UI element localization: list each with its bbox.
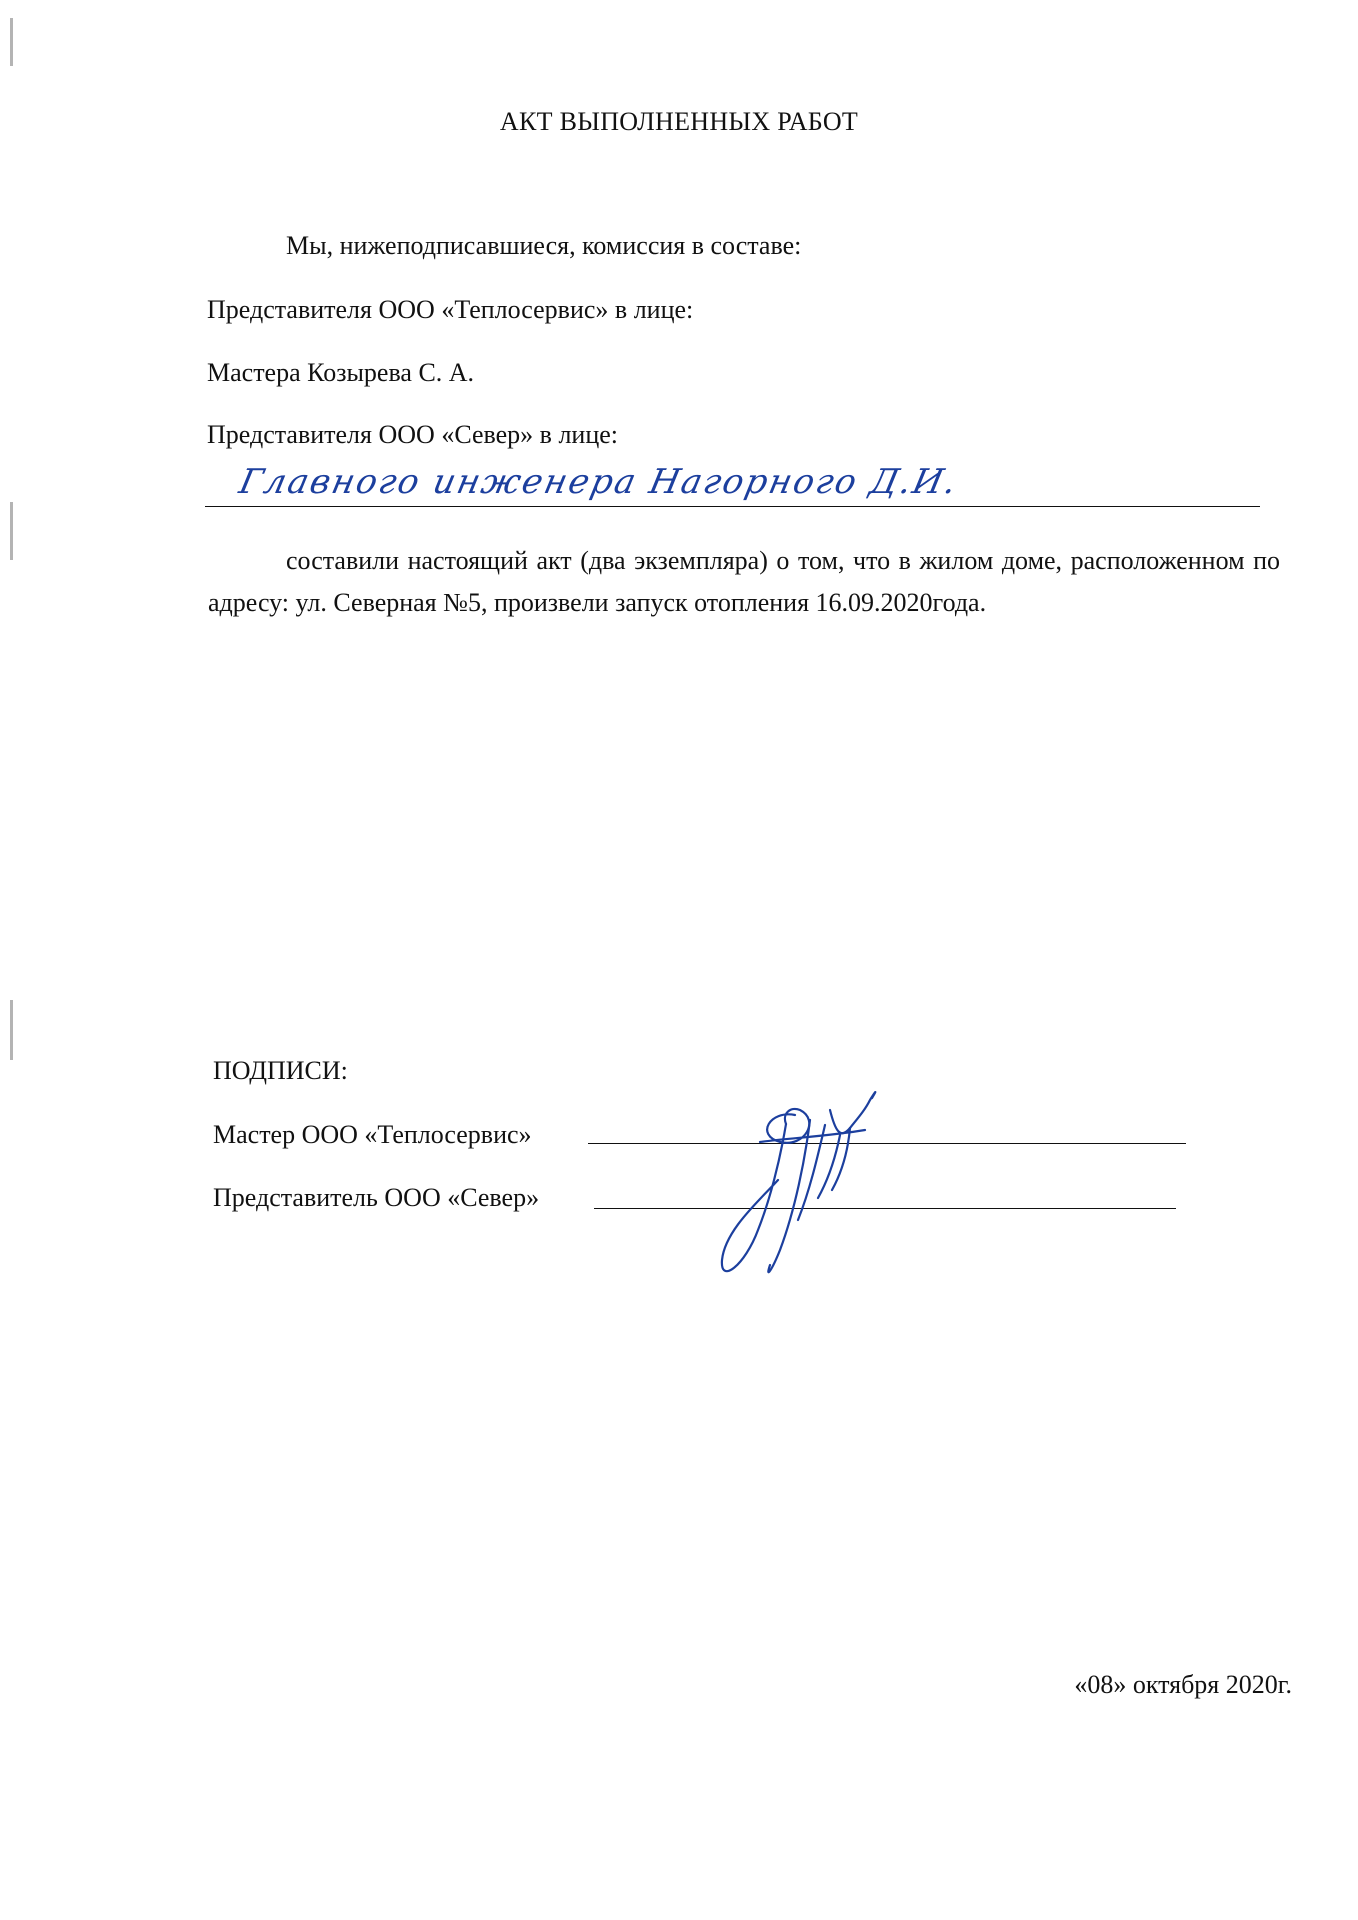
act-body-paragraph: составили настоящий акт (два экземпляра) о том, что в жилом доме, расположенном по адресу: ул. Северная №5, произвели запуск отопления 16.09.2020года. (208, 546, 1280, 617)
scan-mark (10, 18, 13, 66)
rep2-label: Представителя ООО «Север» в лице: (207, 420, 619, 449)
scan-mark (10, 502, 13, 560)
document-date: «08» октября 2020г. (1074, 1670, 1292, 1699)
signatures-header: ПОДПИСИ: (213, 1056, 348, 1085)
rep1-name: Мастера Козырева С. А. (207, 358, 475, 387)
signature-2-label: Представитель ООО «Север» (213, 1183, 540, 1212)
scan-mark (10, 1000, 13, 1060)
document-title: АКТ ВЫПОЛНЕННЫХ РАБОТ (499, 107, 859, 136)
rep2-handwritten-name: Главного инженера Нагорного Д.И. (235, 462, 962, 502)
intro-text: Мы, нижеподписавшиеся, комиссия в составе: (286, 231, 802, 260)
rep1-label: Представителя ООО «Теплосервис» в лице: (207, 295, 694, 324)
signature-1-label: Мастер ООО «Теплосервис» (213, 1120, 532, 1149)
handwritten-signature (700, 1080, 940, 1295)
